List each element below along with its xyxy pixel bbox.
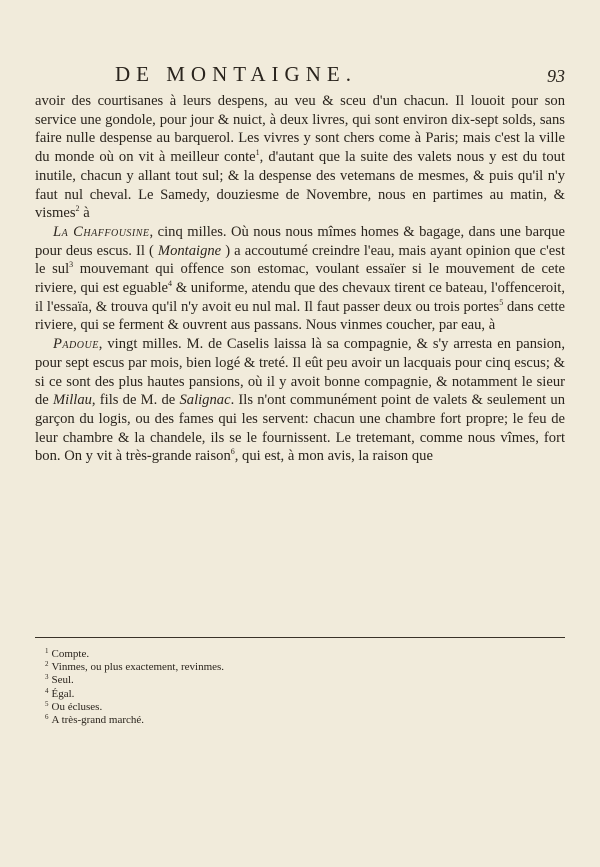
- footnote: [45, 648, 525, 661]
- text-run: , d'autant que la suite des valets nous y est du tout inutile, chacun y allant tout sul; & la despense des vetemans de mesmes, & puis qu'il n'y faut nul cheval. Le Samedy, douziesme de Novembre, nous en partimes au matin, & vismes: [35, 149, 566, 222]
- footnote-text: Égal.: [51, 687, 75, 700]
- footnote-number: 1: [45, 647, 49, 655]
- footnote: [45, 714, 525, 727]
- text-run: , fils de M. de: [91, 392, 180, 409]
- emphasis-text: Millau: [53, 392, 92, 409]
- footnote: [45, 701, 525, 714]
- footnote-rule: [35, 637, 565, 638]
- text-run: , vingt milles. M. de Caselis laissa là sa compagnie, & s'y arresta en pansion, pour sept escus par mois, bien logé & treté. Il eût peu avoir un lacquais pour cinq escus; & si ce sont des plus hautes pansions, où il y avoit bonne compagnie, & notamment le sieur de: [35, 336, 565, 409]
- footnote-reference: 5: [499, 297, 504, 307]
- emphasis-text: Salignac: [179, 392, 231, 409]
- emphasis-text: La Chaffousine: [53, 223, 150, 240]
- footnote-text: Vinmes, ou plus exactement, revinmes.: [51, 661, 225, 674]
- footnote-text: A très-grand marché.: [51, 714, 145, 727]
- text-run: mouvemant qui offence son estomac, voulant essaïer si le mouvement de cete riviere, qui est eguable: [35, 261, 565, 297]
- footnote-text: Compte.: [51, 648, 90, 660]
- page-header: [35, 58, 565, 88]
- text-run: ) a accoutumé creindre l'eau, mais ayant opinion que c'est le sul: [35, 242, 565, 278]
- text-run: . Ils n'ont communément point de valets & seulement un garçon du logis, ou des fames qui les servent: chacun une chambre fort propre; le feu de leur chambre & la chandele, ils se le fournissent. Le tretemant, comme nous vîmes, fort bon. On y vit à très-grande raison: [35, 392, 565, 465]
- text-run: avoir des courtisanes à leurs despens, au veu & sceu d'un chacun. Il louoit pour son service une gondole, pour jour & nuict, à deux livres, qui sont environ dix-sept solds, sans faire nulle despense au barquerol. Les vivres y sont chers come à Paris; mais c'est la ville du monde où on vit à meilleur conte: [35, 93, 565, 166]
- footnote: [45, 688, 525, 701]
- footnote-number: 5: [45, 699, 49, 708]
- text-run: & uniforme, atendu que des chevaux tirent ce bateau, l'offenceroit, il l'essaïa, & trouva qu'il n'y avoit eu nul mal. Il faut passer deux ou trois portes: [35, 280, 565, 315]
- footnote-reference: 3: [69, 260, 74, 270]
- footnote: [45, 674, 525, 687]
- footnote-number: 6: [45, 713, 49, 722]
- text-run: , cinq milles. Où nous nous mîmes homes & bagage, dans une barque pour deus escus. Il (: [35, 223, 565, 259]
- emphasis-text: Padoue: [53, 336, 99, 353]
- footnote: [45, 661, 525, 674]
- footnote-reference: 4: [168, 279, 173, 289]
- footnote-text: Ou écluses.: [51, 700, 103, 713]
- page-number: 93: [547, 66, 565, 86]
- text-run: à: [79, 205, 90, 222]
- text-run: dans cette riviere, qui se ferment & ouvrent aus passans. Nous vinmes coucher, par eau, à: [35, 298, 565, 334]
- text-run: , qui est, à mon avis, la raison que: [234, 448, 433, 465]
- body-text: [35, 92, 565, 466]
- running-title: DE MONTAIGNE.: [115, 62, 357, 86]
- footnote-reference: 2: [75, 204, 80, 214]
- footnote-number: 2: [45, 660, 49, 669]
- footnote-number: 4: [45, 686, 49, 695]
- emphasis-text: Montaigne: [157, 242, 222, 259]
- footnote-reference: 6: [230, 447, 235, 457]
- paragraph: [35, 92, 565, 223]
- footnote-reference: 1: [255, 148, 260, 158]
- footnotes: [45, 648, 525, 727]
- footnote-text: Seul.: [51, 674, 74, 687]
- paragraph: [35, 335, 565, 466]
- footnote-number: 3: [45, 673, 49, 682]
- paragraph: [35, 223, 565, 335]
